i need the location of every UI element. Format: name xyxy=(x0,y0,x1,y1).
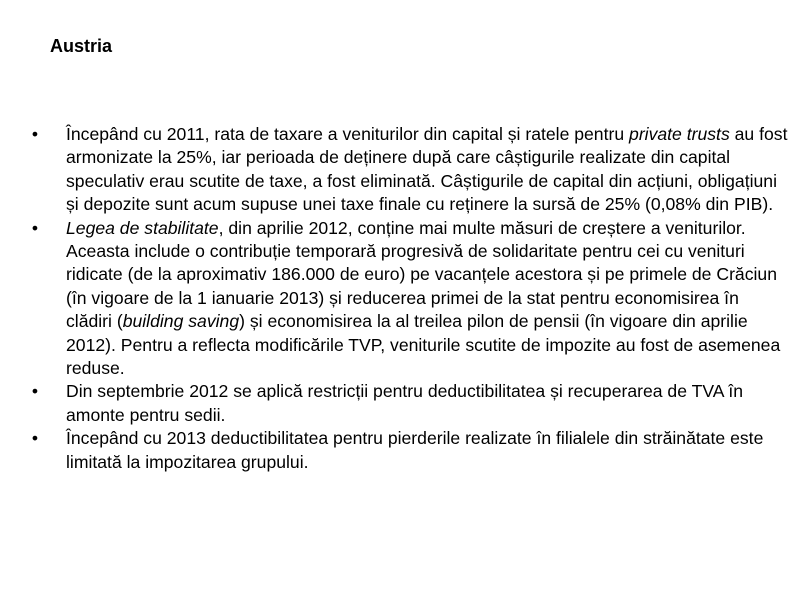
italic-phrase: building saving xyxy=(122,311,240,332)
text-run: Din septembrie 2012 se aplică restricții pentru deductibilitatea și recuperarea de TVA în amonte pentru sedii. xyxy=(66,381,744,425)
text-run: au fost armonizate la 25%, iar perioada de deținere după care câștigurile realizate din capital speculativ erau scutite de taxe, a fost eliminată. Câștigurile de capital din acțiuni, obligațiuni și depozite sunt acum supuse unei taxe finale cu reținere la sursă de 25% (0,08% din PIB). xyxy=(66,124,788,215)
bullet-text xyxy=(66,428,763,471)
bullet-dot-icon: • xyxy=(31,428,39,449)
bullet-item xyxy=(28,123,788,217)
italic-phrase: private trusts xyxy=(629,124,730,144)
text-run: Începând cu 2013 deductibilitatea pentru pierderile realizate în filialele din străinătate este limitată la impozitarea grupului. xyxy=(66,428,764,472)
bullet-text xyxy=(66,381,743,424)
bullet-text xyxy=(66,124,787,214)
bullet-list xyxy=(28,123,788,474)
bullet-item xyxy=(28,427,788,474)
bullet-dot-icon: • xyxy=(31,124,39,144)
text-run: , din aprilie 2012, conține mai multe măsuri de creștere a veniturilor. Aceasta include o contribuție temporară progresivă de solidaritate pentru cei cu venituri ridicate (de la aproximativ 186.000 de euro) pe vacanțele acestora și pe primele de Crăciun (în vigoare de la 1 ianuarie 2013) și reducerea primei de la stat pentru economisirea în clădiri ( xyxy=(66,217,777,332)
bullet-dot-icon: • xyxy=(31,381,39,402)
bullet-item xyxy=(28,217,788,381)
bullet-item xyxy=(28,380,788,427)
italic-phrase: Legea de stabilitate xyxy=(66,217,219,238)
text-run: ) și economisirea la al treilea pilon de pensii (în vigoare din aprilie 2012). Pentru a reflecta modificările TVP, veniturile scutite de impozite au fost de asemenea reduse. xyxy=(66,311,781,379)
slide-title: Austria xyxy=(50,36,113,56)
bullet-text xyxy=(66,218,780,378)
text-run: Începând cu 2011, rata de taxare a veniturilor din capital și ratele pentru xyxy=(66,124,630,144)
bullet-dot-icon: • xyxy=(31,217,39,238)
